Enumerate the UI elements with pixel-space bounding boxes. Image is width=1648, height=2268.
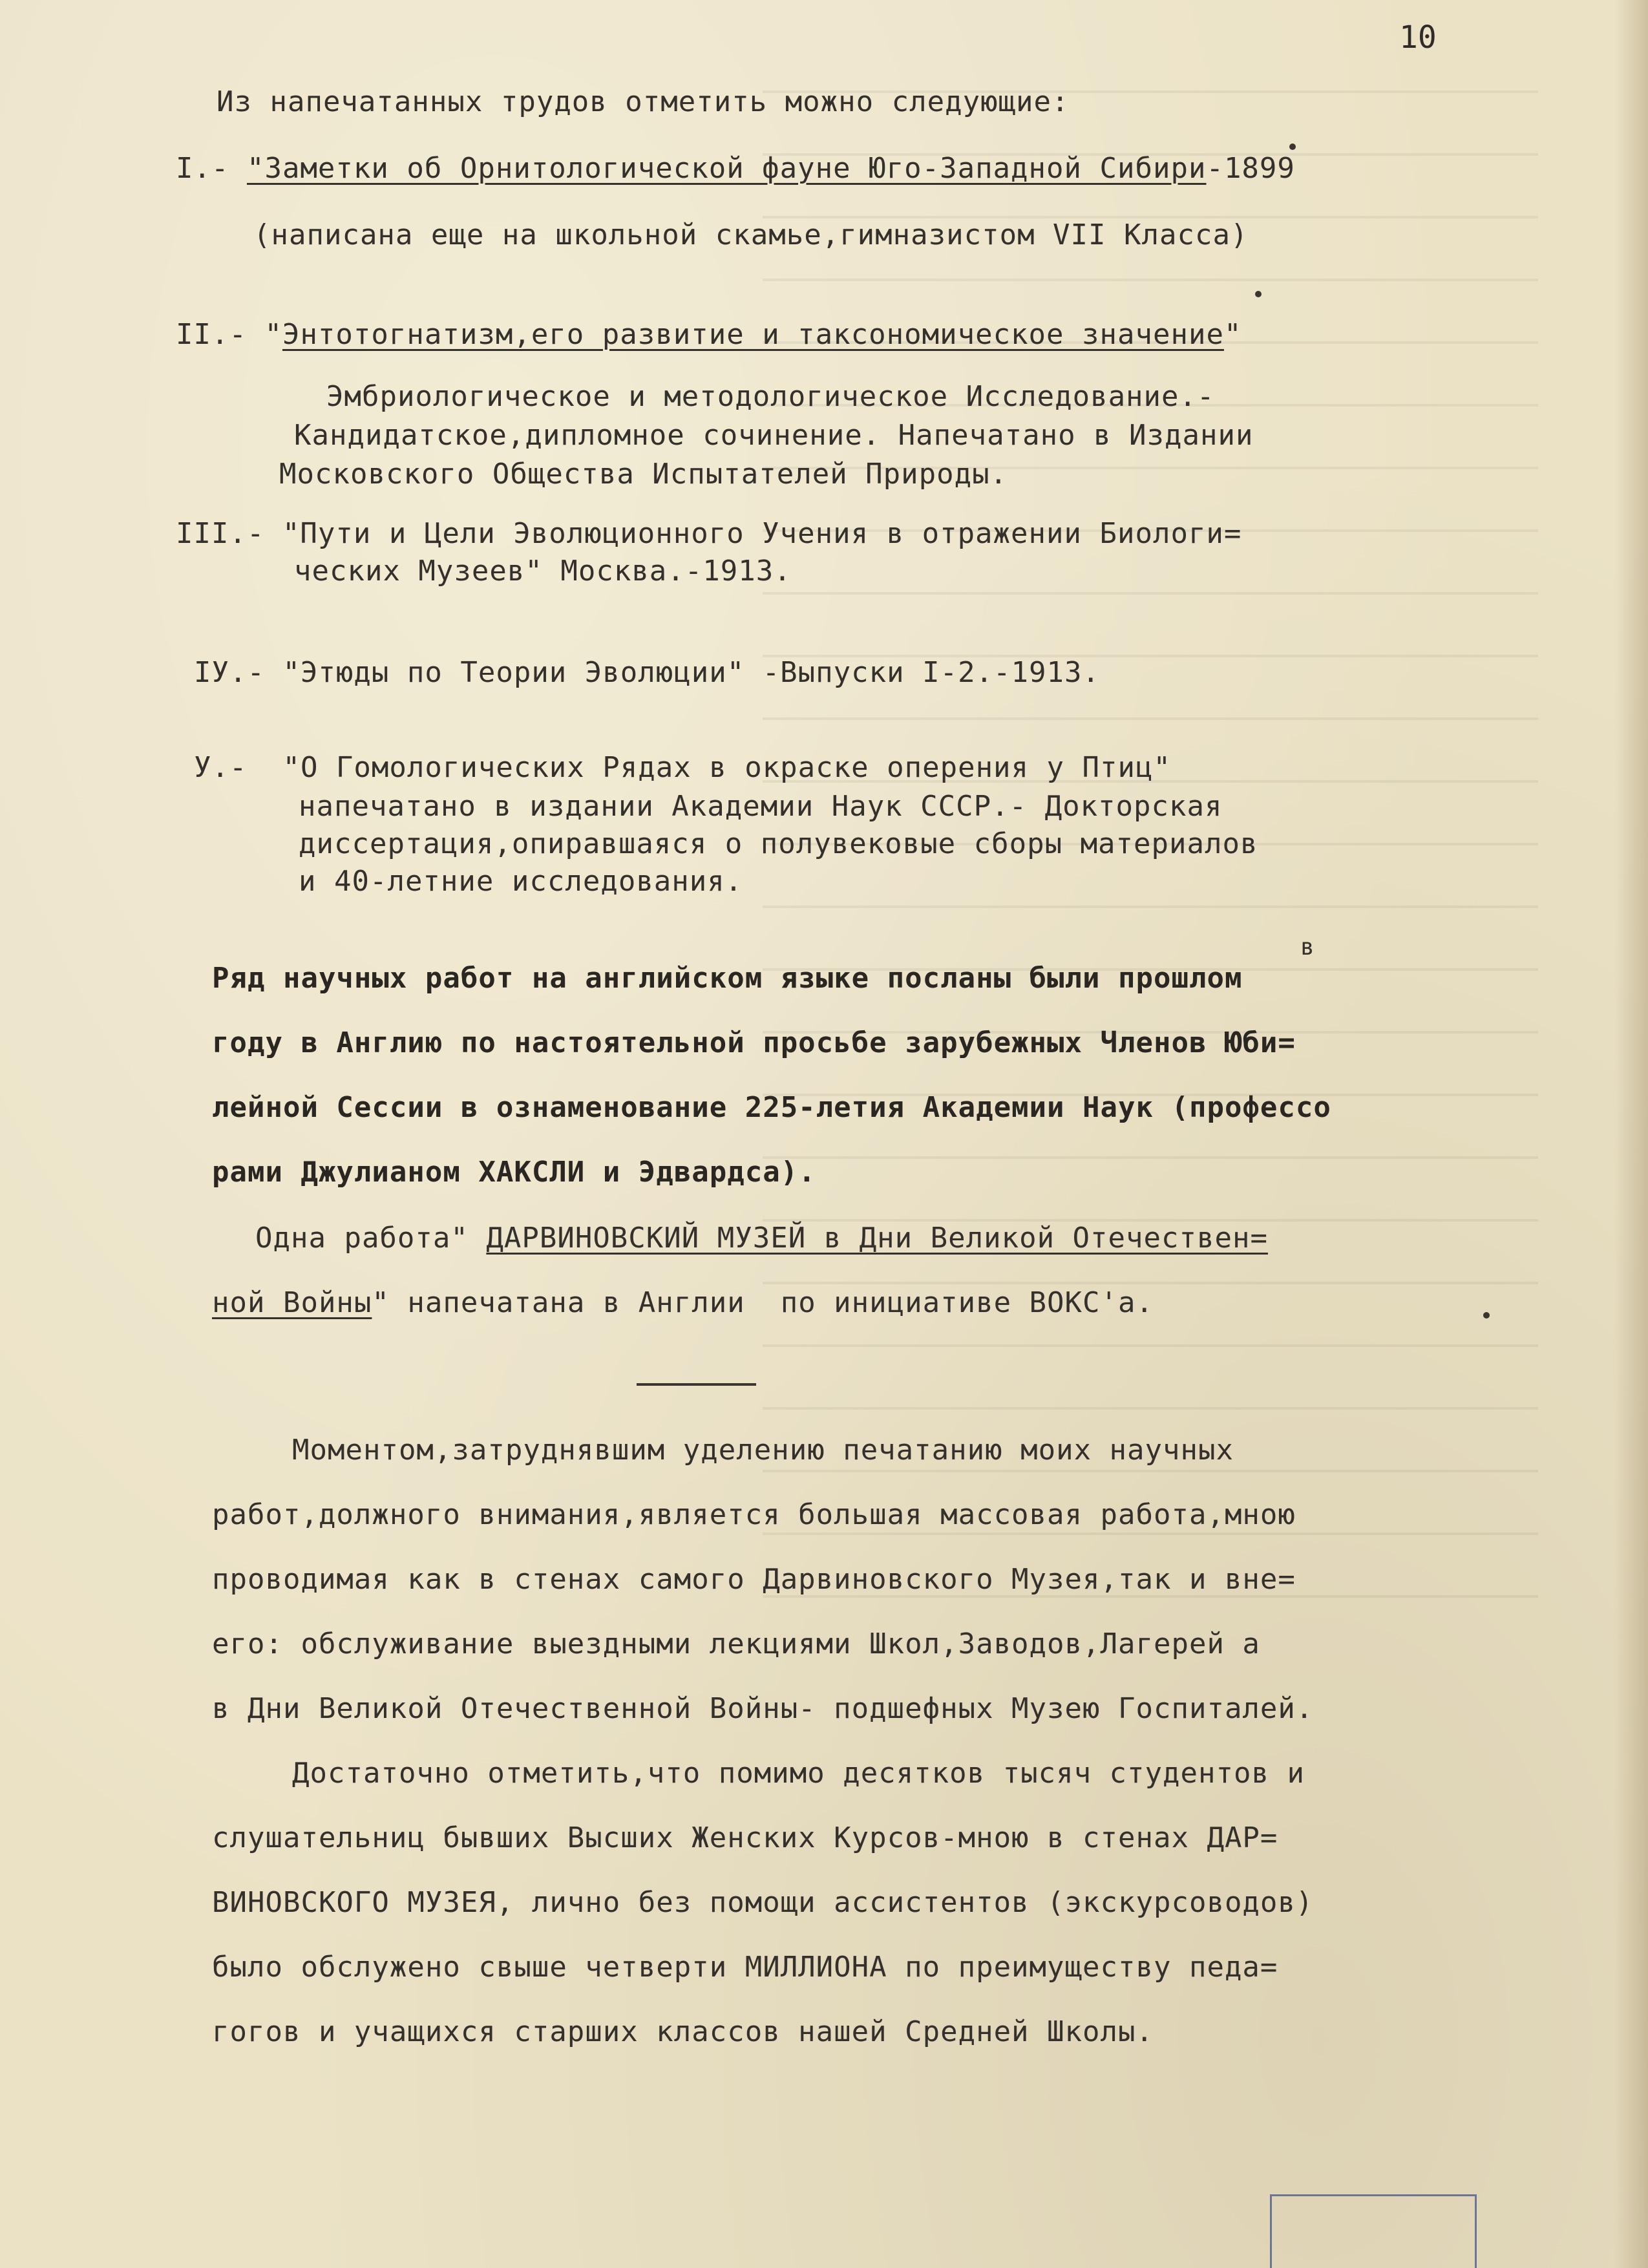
work-5-desc-3: и 40-летние исследования.: [299, 865, 743, 898]
work-1-year: -1899: [1206, 152, 1295, 185]
work-1-note: (написана еще на школьной скамье,гимназистом VII Класса): [253, 218, 1249, 251]
paragraph-1-line-1: Ряд научных работ на английском языке посланы были прошлом: [212, 962, 1243, 995]
work-2-title-underlined: Энтотогнатизм,его развитие и таксономическое значение: [282, 318, 1224, 351]
work-5-desc-2: диссертация,опиравшаяся о полувековые сборы материалов: [299, 827, 1258, 860]
darwin-museum-title-part-2: ной Войны: [212, 1286, 372, 1319]
work-3-title-2: ческих Музеев" Москва.-1913.: [294, 555, 792, 588]
paragraph-2-prefix: Одна работа": [255, 1222, 487, 1255]
work-1-title: [176, 152, 1295, 185]
paragraph-1-line-3: лейной Сессии в ознаменование 225-летия Академии Наук (профессо: [212, 1091, 1331, 1124]
work-2-desc-2: Кандидатское,дипломное сочинение. Напечатано в Издании: [294, 419, 1254, 452]
page-number: 10: [1399, 19, 1437, 56]
darwin-museum-title-part-1: ДАРВИНОВСКИЙ МУЗЕЙ в Дни Великой Отечествен=: [486, 1222, 1268, 1255]
paragraph-4-line-4: было обслужено свыше четверти МИЛЛИОНА по преимуществу педа=: [212, 1951, 1278, 1984]
work-2-desc-1: Эмбриологическое и методологическое Исследование.-: [326, 380, 1215, 413]
paragraph-4-line-1: Достаточно отметить,что помимо десятков тысяч студентов и: [292, 1757, 1305, 1790]
paragraph-3-line-5: в Дни Великой Отечественной Войны- подшефных Музею Госпиталей.: [212, 1692, 1314, 1725]
paragraph-2-suffix: " напечатана в Англии по инициативе ВОКС'а.: [372, 1286, 1154, 1319]
archive-stamp: [1270, 2194, 1477, 2268]
work-4-title: IУ.- "Этюды по Теории Эволюции" -Выпуски I-2.-1913.: [194, 656, 1101, 689]
work-2-desc-3: Московского Общества Испытателей Природы.: [279, 458, 1008, 491]
work-1-title-underlined: "Заметки об Орнитологической фауне Юго-Западной Сибири: [246, 152, 1207, 185]
page-edge-shadow: [1614, 0, 1648, 2268]
work-3-title-1: III.- "Пути и Цели Эволюционного Учения в отражении Биологи=: [176, 517, 1242, 550]
ink-dot: [1289, 143, 1296, 150]
paragraph-2-line-2: [212, 1286, 1154, 1320]
work-2-number: II.- ": [176, 318, 282, 351]
paragraph-1-line-4: рами Джулианом ХАКСЛИ и Эдвардса).: [212, 1156, 816, 1189]
paragraph-1-line-2: году в Англию по настоятельной просьбе зарубежных Членов Юби=: [212, 1026, 1296, 1059]
ink-dot: [1483, 1312, 1490, 1319]
paragraph-3-line-4: его: обслуживание выездными лекциями Школ,Заводов,Лагерей а: [212, 1627, 1260, 1660]
paragraph-3-line-1: Моментом,затруднявшим уделению печатанию моих научных: [292, 1434, 1234, 1467]
ink-dot: [1255, 291, 1262, 297]
paragraph-4-line-2: слушательниц бывших Высших Женских Курсов-мною в стенах ДАР=: [212, 1821, 1278, 1854]
paragraph-3-line-3: проводимая как в стенах самого Дарвиновского Музея,так и вне=: [212, 1563, 1296, 1596]
section-divider: [637, 1383, 756, 1386]
work-5-desc-1: напечатано в издании Академии Наук СССР.- Докторская: [299, 790, 1223, 823]
paragraph-4-line-3: ВИНОВСКОГО МУЗЕЯ, лично без помощи ассистентов (экскурсоводов): [212, 1886, 1314, 1919]
work-2-quote-close: ": [1223, 318, 1242, 351]
paragraph-4-line-5: гогов и учащихся старших классов нашей Средней Школы.: [212, 2015, 1154, 2048]
work-5-title: У.- "О Гомологических Рядах в окраске оперения у Птиц": [194, 751, 1171, 784]
intro-line: Из напечатанных трудов отметить можно следующие:: [217, 85, 1070, 118]
paragraph-2-line-1: [255, 1222, 1268, 1255]
work-2-title: [176, 318, 1241, 352]
work-1-number: I.-: [176, 152, 247, 185]
paragraph-3-line-2: работ,должного внимания,является большая массовая работа,мною: [212, 1498, 1296, 1531]
handwritten-insert-v: в: [1300, 934, 1315, 960]
